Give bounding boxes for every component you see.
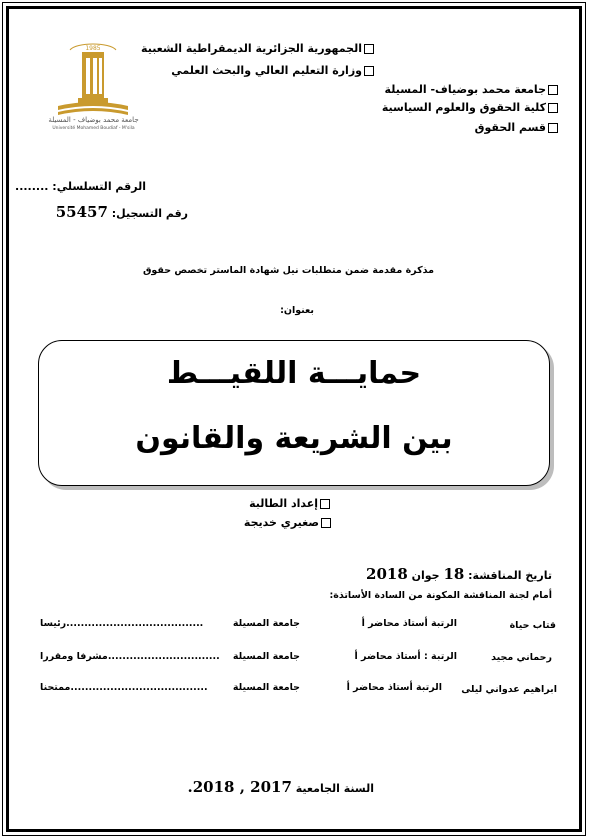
checkbox-icon — [548, 103, 558, 113]
university-logo — [36, 40, 151, 135]
committee-member-university: جامعة المسيلة — [232, 618, 300, 629]
checkbox-icon — [548, 85, 558, 95]
header-republic: الجمهورية الجزائرية الديمقراطية الشعبية — [141, 42, 374, 55]
academic-year-value: 2017 , 2018. — [187, 778, 292, 796]
registration-value: 55457 — [55, 203, 108, 221]
header-ministry: وزارة التعليم العالي والبحث العلمي — [171, 64, 374, 77]
prepared-by-label: إعداد الطالبة — [249, 497, 330, 510]
header-university: جامعة محمد بوضياف- المسيلة — [385, 83, 558, 96]
academic-year: السنة الجامعية 2017 , 2018. — [187, 778, 374, 796]
checkbox-icon — [364, 44, 374, 54]
committee-member-role: مشرفا ومقررا............................... — [40, 651, 220, 662]
title-box — [38, 340, 550, 486]
checkbox-icon — [320, 499, 330, 509]
committee-member-rank: الرتبة أستاذ محاضر أ — [361, 618, 457, 629]
title-intro: بعنوان: — [280, 305, 314, 316]
header-department: قسم الحقوق — [475, 121, 558, 134]
committee-member-rank: الرتبة : أستاذ محاضر أ — [354, 651, 457, 662]
logo-year: 1985 — [85, 45, 101, 52]
memo-line: مذكرة مقدمة ضمن متطلبات نيل شهادة الماستر تخصص حقوق — [142, 265, 434, 276]
committee-member-name: رحماني مجيد — [491, 652, 552, 663]
committee-member-rank: الرتبة أستاذ محاضر أ — [346, 682, 442, 693]
student-name: صغيري خديجة — [244, 516, 331, 529]
committee-member-name: ابراهيم عدواني ليلى — [461, 684, 557, 695]
logo-name-fr: Université Mohamed Boudiaf - M'sila — [52, 126, 135, 131]
serial-number: الرقم التسلسلي: ........ — [15, 180, 146, 193]
committee-member-role: رئيسا...................................... — [40, 618, 204, 629]
committee-member-university: جامعة المسيلة — [232, 651, 300, 662]
title-line-1: حمايـــة اللقيـــط — [166, 356, 422, 391]
checkbox-icon — [321, 518, 331, 528]
defense-day: 18 — [443, 565, 465, 583]
checkbox-icon — [364, 66, 374, 76]
defense-date: تاريخ المناقشة: 18 جوان 2018 — [366, 565, 552, 583]
committee-member-university: جامعة المسيلة — [232, 682, 300, 693]
committee-member-role: ممتحنا...................................... — [40, 682, 208, 693]
header-faculty: كلية الحقوق والعلوم السياسية — [382, 101, 558, 114]
committee-intro: أمام لجنة المناقشة المكونة من السادة الأساتذة: — [329, 590, 552, 601]
committee-member-name: قتاب حياة — [509, 620, 556, 631]
logo-name-ar: جامعة محمد بوضياف - المسيلة — [48, 116, 139, 124]
checkbox-icon — [548, 123, 558, 133]
defense-year: 2018 — [366, 565, 408, 583]
registration-number: رقم التسجيل: 55457 — [55, 203, 188, 221]
title-line-2: بين الشريعة والقانون — [135, 421, 453, 456]
